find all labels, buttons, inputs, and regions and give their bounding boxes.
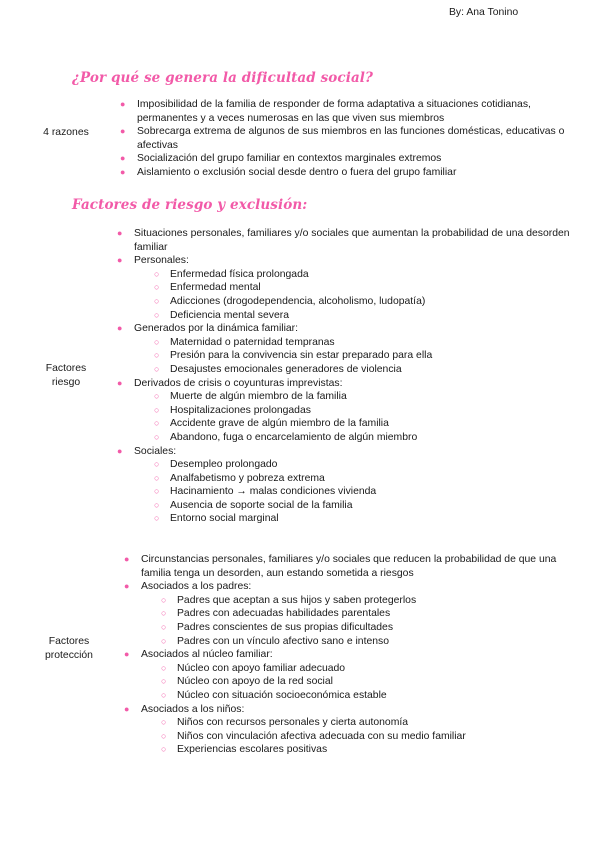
sub-list-item: ○ Padres que aceptan a sus hijos y saben protegerlos <box>161 594 417 606</box>
sub-list-item: ○ Muerte de algún miembro de la familia <box>154 391 347 403</box>
sub-list-item: ○ Analfabetismo y pobreza extrema <box>154 472 325 484</box>
circle-bullet-icon: ○ <box>161 676 167 687</box>
circle-bullet-icon: ○ <box>154 418 160 429</box>
sub-list-item: ○ Niños con vinculación afectiva adecuada con su medio familiar <box>161 730 466 742</box>
circle-bullet-icon: ○ <box>161 730 167 741</box>
sub-list-item: ○ Ausencia de soporte social de la familia <box>154 499 353 511</box>
circle-bullet-icon: ○ <box>154 431 160 442</box>
circle-bullet-icon: ○ <box>154 404 160 415</box>
circle-bullet-icon: ○ <box>161 635 167 646</box>
bullet-icon: ● <box>124 581 130 592</box>
sub-list-item: ○ Presión para la convivencia sin estar preparado para ella <box>154 350 433 362</box>
sub-list-item: ○ Entorno social marginal <box>154 513 279 525</box>
sub-list-item: ○ Enfermedad física prolongada <box>154 268 309 280</box>
bullet-icon: ● <box>124 649 130 660</box>
circle-bullet-icon: ○ <box>154 268 160 279</box>
sub-list-item: ○ Enfermedad mental <box>154 282 261 294</box>
sub-list-item: ○ Desempleo prolongado <box>154 459 278 471</box>
circle-bullet-icon: ○ <box>154 472 160 483</box>
bullet-icon: ● <box>117 255 123 266</box>
heading-risk-factors: Factores de riesgo y exclusión: <box>72 197 308 213</box>
circle-bullet-icon: ○ <box>154 499 160 510</box>
side-label-protection-factors: Factores protección <box>45 636 93 661</box>
list-item: ● Sociales: ○ Desempleo prolongado ○ Analfabetismo y pobreza extrema ○ Hacinamiento → malas condiciones vivienda ○ Ausencia de soporte social de la familia ○ Entorno social marginal <box>134 445 574 527</box>
protection-factors-list <box>124 553 573 757</box>
circle-bullet-icon: ○ <box>154 513 160 524</box>
sub-list-item: ○ Padres con adecuadas habilidades parentales <box>161 608 391 620</box>
sub-list-item: ○ Adicciones (drogodependencia, alcoholismo, ludopatía) <box>154 295 426 307</box>
sub-list-item: ○ Núcleo con apoyo familiar adecuado <box>161 662 346 674</box>
list-item: ● Asociados a los padres: ○ Padres que aceptan a sus hijos y saben protegerlos ○ Padres con adecuadas habilidades parentales ○ Padres conscientes de sus propias dificultades ○ Padres con un vínculo afectivo sano e intenso <box>141 580 573 648</box>
circle-bullet-icon: ○ <box>161 662 167 673</box>
list-item: ● Derivados de crisis o coyunturas imprevistas: ○ Muerte de algún miembro de la familia ○ Hospitalizaciones prolongadas ○ Accidente grave de algún miembro de la familia ○ Abandono, fuga o encarcelamiento de algún miembro <box>134 377 574 445</box>
circle-bullet-icon: ○ <box>154 309 160 320</box>
circle-bullet-icon: ○ <box>154 336 160 347</box>
circle-bullet-icon: ○ <box>161 689 167 700</box>
sub-list-item: ○ Accidente grave de algún miembro de la familia <box>154 418 389 430</box>
list-item: ● Personales: ○ Enfermedad física prolongada ○ Enfermedad mental ○ Adicciones (drogodependencia, alcoholismo, ludopatía) ○ Deficiencia mental severa <box>134 254 574 322</box>
risk-factors-list <box>117 227 574 526</box>
circle-bullet-icon: ○ <box>161 621 167 632</box>
sub-list-item: ○ Hacinamiento → malas condiciones vivienda <box>154 486 377 498</box>
reasons-list <box>120 98 569 180</box>
circle-bullet-icon: ○ <box>154 391 160 402</box>
sub-list-item: ○ Hospitalizaciones prolongadas <box>154 404 311 416</box>
list-item: ● Sobrecarga extrema de algunos de sus miembros en las funciones domésticas, educativas o afectivas <box>120 126 565 151</box>
list-item: ● Generados por la dinámica familiar: ○ Maternidad o paternidad tempranas ○ Presión para la convivencia sin estar preparado para ella ○ Desajustes emocionales generadores de violencia <box>134 322 574 376</box>
sub-list-item: ○ Padres con un vínculo afectivo sano e intenso <box>161 635 389 647</box>
sub-list-item: ○ Niños con recursos personales y cierta autonomía <box>161 717 409 729</box>
heading-why-social-difficulty: ¿Por qué se genera la dificultad social? <box>72 70 374 86</box>
sub-list-item: ○ Desajustes emocionales generadores de violencia <box>154 363 402 375</box>
list-item: ● Situaciones personales, familiares y/o sociales que aumentan la probabilidad de una desorden familiar <box>117 228 570 253</box>
sub-list-item: ○ Abandono, fuga o encarcelamiento de algún miembro <box>154 431 418 443</box>
bullet-icon: ● <box>117 228 123 238</box>
bullet-icon: ● <box>124 703 130 714</box>
bullet-icon: ● <box>120 166 126 177</box>
circle-bullet-icon: ○ <box>161 744 167 755</box>
circle-bullet-icon: ○ <box>154 350 160 361</box>
circle-bullet-icon: ○ <box>154 459 160 470</box>
side-label-risk-factors: Factores riesgo <box>45 363 87 388</box>
bullet-icon: ● <box>120 99 126 109</box>
bullet-icon: ● <box>124 554 130 564</box>
circle-bullet-icon: ○ <box>154 282 160 293</box>
sub-list-item: ○ Deficiencia mental severa <box>154 309 289 321</box>
bullet-icon: ● <box>117 445 123 456</box>
circle-bullet-icon: ○ <box>154 295 160 306</box>
sub-list-item: ○ Maternidad o paternidad tempranas <box>154 336 335 348</box>
list-item: ● Socialización del grupo familiar en contextos marginales extremos <box>120 153 442 165</box>
list-item: ● Asociados al núcleo familiar: ○ Núcleo con apoyo familiar adecuado ○ Núcleo con apoyo de la red social ○ Núcleo con situación socioeconómica estable <box>141 648 573 702</box>
sub-list-item: ○ Experiencias escolares positivas <box>161 744 328 756</box>
sub-list-item: ○ Núcleo con apoyo de la red social <box>161 676 333 688</box>
list-item: ● Asociados a los niños: ○ Niños con recursos personales y cierta autonomía ○ Niños con vinculación afectiva adecuada con su medio familiar ○ Experiencias escolares positivas <box>141 703 573 757</box>
circle-bullet-icon: ○ <box>161 594 167 605</box>
circle-bullet-icon: ○ <box>154 363 160 374</box>
circle-bullet-icon: ○ <box>154 486 160 497</box>
sub-list-item: ○ Núcleo con situación socioeconómica estable <box>161 689 387 701</box>
bullet-icon: ● <box>120 153 126 164</box>
circle-bullet-icon: ○ <box>161 608 167 619</box>
sub-list-item: ○ Padres conscientes de sus propias dificultades <box>161 621 394 633</box>
bullet-icon: ● <box>120 126 126 137</box>
bullet-icon: ● <box>117 323 123 334</box>
bullet-icon: ● <box>117 377 123 388</box>
author-credit: By: Ana Tonino <box>449 7 519 18</box>
list-item: ● Circunstancias personales, familiares y/o sociales que reducen la probabilidad de que una familia tenga un desorden, aun estando sometida a riesgos <box>124 554 557 579</box>
list-item: ● Imposibilidad de la familia de responder de forma adaptativa a situaciones cotidianas, permanentes y a veces numerosas en las que viven sus miembros <box>120 99 531 124</box>
list-item: ● Aislamiento o exclusión social desde dentro o fuera del grupo familiar <box>120 166 457 178</box>
circle-bullet-icon: ○ <box>161 717 167 728</box>
side-label-4-reasons: 4 razones <box>43 127 89 138</box>
